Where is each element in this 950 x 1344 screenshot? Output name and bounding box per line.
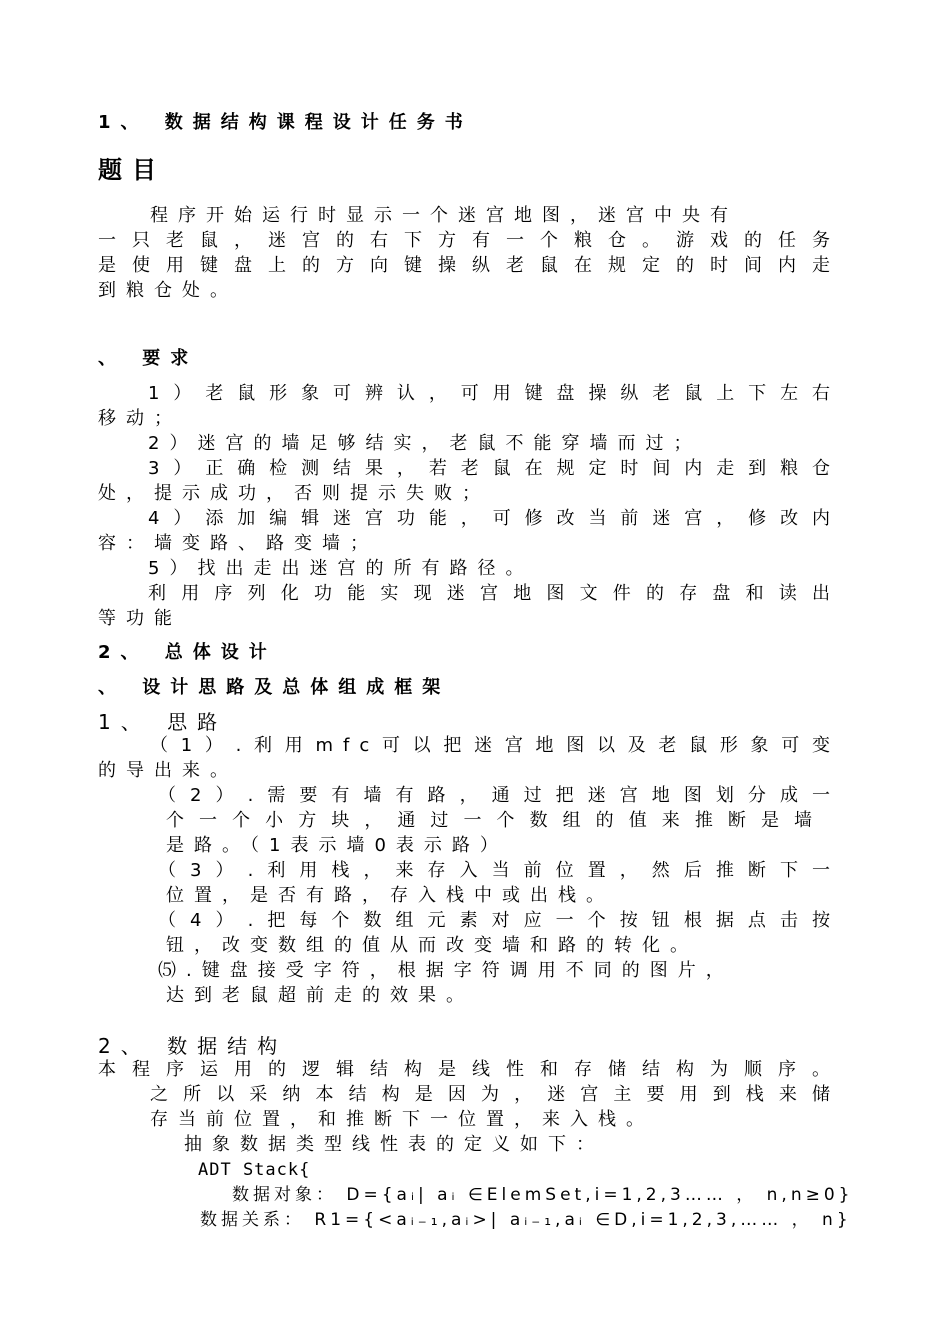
data-structure-line: 抽象数据类型线性表的定义如下： bbox=[184, 1134, 604, 1155]
idea-line: 达到老鼠超前走的效果。 bbox=[166, 985, 474, 1006]
code-line: 数据对象： D={aᵢ| aᵢ ∈ElemSet,i=1,2,3…… ， n,n≥0} bbox=[232, 1185, 854, 1205]
idea-line: 的导出来。 bbox=[98, 760, 238, 781]
document-title: 题目 bbox=[98, 156, 166, 184]
intro-line: 一只老鼠，迷宫的右下方有一个粮仓。游戏的任务 bbox=[98, 230, 840, 251]
code-line: ADT Stack{ bbox=[198, 1160, 311, 1180]
idea-line: （2）.需要有墙有路，通过把迷宫地图划分成一 bbox=[158, 785, 840, 806]
requirement-line: 移动； bbox=[98, 408, 182, 429]
requirements-heading: 、 要求 bbox=[98, 348, 199, 369]
requirement-line: 4）添加编辑迷宫功能，可修改当前迷宫，修改内 bbox=[148, 508, 840, 529]
requirement-line: 3）正确检测结果，若老鼠在规定时间内走到粮仓 bbox=[148, 458, 840, 479]
data-structure-line: 存当前位置，和推断下一位置，来入栈。 bbox=[150, 1109, 654, 1130]
data-structure-line: 之所以采纳本结构是因为，迷宫主要用到栈来储 bbox=[150, 1084, 840, 1105]
ideas-heading: 1、 思路 bbox=[98, 710, 228, 734]
data-structure-heading: 2、 数据结构 bbox=[98, 1034, 288, 1058]
idea-line: 钮，改变数组的值从而改变墙和路的转化。 bbox=[166, 935, 698, 956]
requirement-line: 利用序列化功能实现迷宫地图文件的存盘和读出 bbox=[148, 583, 840, 604]
data-structure-line: 本程序运用的逻辑结构是线性和存储结构为顺序。 bbox=[98, 1059, 840, 1080]
idea-line: （3）.利用栈，来存入当前位置，然后推断下一 bbox=[158, 860, 840, 881]
requirement-line: 2）迷宫的墙足够结实，老鼠不能穿墙而过； bbox=[148, 433, 702, 454]
requirement-line: 等功能 bbox=[98, 608, 182, 629]
intro-line: 是使用键盘上的方向键操纵老鼠在规定的时间内走 bbox=[98, 255, 840, 276]
intro-line: 程序开始运行时显示一个迷宫地图，迷宫中央有 bbox=[150, 205, 738, 226]
section-subheading: 、 设计思路及总体组成框架 bbox=[98, 677, 451, 698]
code-line: 数据关系： R1={<aᵢ₋₁,aᵢ>| aᵢ₋₁,aᵢ ∈D,i=1,2,3,…… ， n} bbox=[200, 1210, 852, 1230]
requirement-line: 处，提示成功，否则提示失败； bbox=[98, 483, 490, 504]
intro-line: 到粮仓处。 bbox=[98, 280, 238, 301]
requirement-line: 5）找出走出迷宫的所有路径。 bbox=[148, 558, 534, 579]
section-heading-1: 1、 数据结构课程设计任务书 bbox=[98, 112, 473, 133]
idea-line: （1）.利用mfc可以把迷宫地图以及老鼠形象可变 bbox=[150, 735, 840, 756]
requirement-line: 容：墙变路、路变墙； bbox=[98, 533, 378, 554]
idea-line: 是路。（1表示墙0表示路） bbox=[166, 835, 508, 856]
idea-line: ⑸.键盘接受字符，根据字符调用不同的图片， bbox=[158, 960, 734, 981]
idea-line: 位置，是否有路，存入栈中或出栈。 bbox=[166, 885, 614, 906]
idea-line: （4）.把每个数组元素对应一个按钮根据点击按 bbox=[158, 910, 840, 931]
idea-line: 个一个小方块，通过一个数组的值来推断是墙 bbox=[166, 810, 822, 831]
requirement-line: 1）老鼠形象可辨认，可用键盘操纵老鼠上下左右 bbox=[148, 383, 840, 404]
section-heading-2: 2、 总体设计 bbox=[98, 642, 277, 663]
